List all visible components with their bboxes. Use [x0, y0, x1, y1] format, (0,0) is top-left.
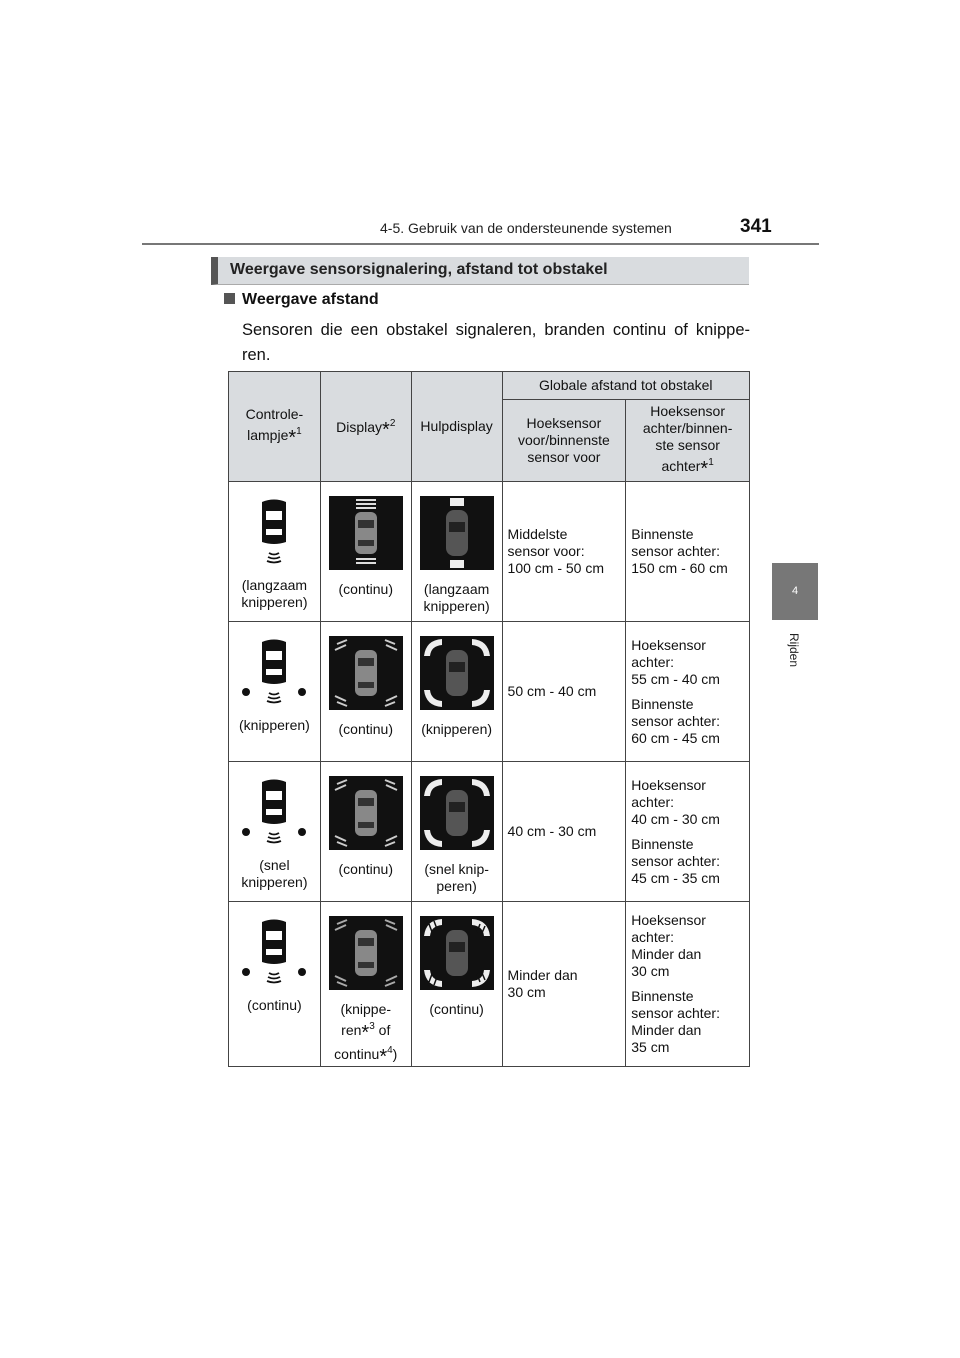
- hulpdisplay-car-icon: [420, 916, 494, 990]
- display-car-icon: [329, 776, 403, 850]
- cell-display-text: (knippe- ren*$^3$ of continu*$^4$): [334, 1001, 398, 1068]
- cell-hulpdisplay: [411, 762, 502, 902]
- header-hulpdisplay: Hulpdisplay: [411, 372, 502, 482]
- table-row: [229, 762, 750, 902]
- cell-hulpdisplay: [411, 902, 502, 1067]
- cell-achter: Hoeksensor achter: 40 cm - 30 cm Binnenste sensor achter: 45 cm - 35 cm: [626, 762, 750, 902]
- body-paragraph: Sensoren die een obstakel signaleren, branden continu of knippe-ren.: [242, 321, 750, 364]
- table-row: [229, 482, 750, 622]
- header-hoek-achter: Hoeksensor achter/binnen- ste sensor achter*$^1$: [626, 400, 750, 482]
- cell-display-text: (continu): [338, 581, 393, 597]
- header-hoek-voor: Hoeksensor voor/binnenste sensor voor: [502, 400, 626, 482]
- page-number: 341: [740, 216, 772, 237]
- cell-voor: Middelste sensor voor: 100 cm - 50 cm: [502, 482, 626, 622]
- cell-voor: 40 cm - 30 cm: [502, 762, 626, 902]
- cell-achter: Hoeksensor achter: Minder dan 30 cm Binnenste sensor achter: Minder dan 35 cm: [626, 902, 750, 1067]
- hulpdisplay-car-icon: [420, 496, 494, 570]
- table-row: [229, 622, 750, 762]
- cell-display-text: (continu): [338, 721, 393, 737]
- controle-lampje-icon: [238, 916, 310, 988]
- table-row: [229, 902, 750, 1067]
- cell-display: [320, 622, 411, 762]
- display-car-icon: [329, 636, 403, 710]
- cell-display: [320, 902, 411, 1067]
- controle-lampje-icon: [238, 776, 310, 848]
- header-display: Display*$^2$: [320, 372, 411, 482]
- cell-controle-text: (knipperen): [239, 717, 310, 733]
- cell-controle-text: (continu): [247, 997, 302, 1013]
- cell-hulpdisplay-text: (knipperen): [421, 721, 493, 737]
- cell-hulpdisplay-text: (continu): [429, 1001, 484, 1017]
- header-globale: Globale afstand tot obstakel: [502, 372, 749, 400]
- cell-voor: 50 cm - 40 cm: [502, 622, 626, 762]
- cell-hulpdisplay: [411, 482, 502, 622]
- display-car-icon: [329, 496, 403, 570]
- chapter-tab-label: Rijden: [787, 633, 801, 668]
- header-rule: [142, 243, 819, 245]
- cell-controle: [229, 482, 321, 622]
- hulpdisplay-car-icon: [420, 636, 494, 710]
- distance-table: [228, 371, 750, 1067]
- cell-display: [320, 482, 411, 622]
- cell-controle: [229, 622, 321, 762]
- cell-achter: Hoeksensor achter: 55 cm - 40 cm Binnenste sensor achter: 60 cm - 45 cm: [626, 622, 750, 762]
- subheading: [224, 291, 379, 309]
- section-title: Weergave sensorsignalering, afstand tot obstakel: [230, 261, 608, 278]
- hulpdisplay-car-icon: [420, 776, 494, 850]
- cell-achter: Binnenste sensor achter: 150 cm - 60 cm: [626, 482, 750, 622]
- cell-controle: [229, 762, 321, 902]
- cell-voor: Minder dan 30 cm: [502, 902, 626, 1067]
- chapter-header: 4-5. Gebruik van de ondersteunende systemen: [380, 220, 672, 236]
- display-car-icon: [329, 916, 403, 990]
- section-title-bar: [211, 257, 749, 285]
- cell-hulpdisplay: [411, 622, 502, 762]
- cell-hulpdisplay-text: (langzaam knipperen): [423, 581, 490, 614]
- cell-controle-text: (langzaam knipperen): [241, 577, 308, 610]
- cell-display-text: (continu): [338, 861, 393, 877]
- controle-lampje-icon: [238, 496, 310, 568]
- controle-lampje-icon: [238, 636, 310, 708]
- cell-display: [320, 762, 411, 902]
- cell-controle-text: (snel knipperen): [241, 857, 308, 890]
- square-bullet-icon: [224, 293, 235, 304]
- cell-controle: [229, 902, 321, 1067]
- subheading-text: Weergave afstand: [242, 291, 379, 308]
- cell-hulpdisplay-text: (snel knip- peren): [424, 861, 489, 894]
- chapter-tab: 4: [772, 563, 818, 620]
- header-controle: Controle- lampje*$^1$: [229, 372, 321, 482]
